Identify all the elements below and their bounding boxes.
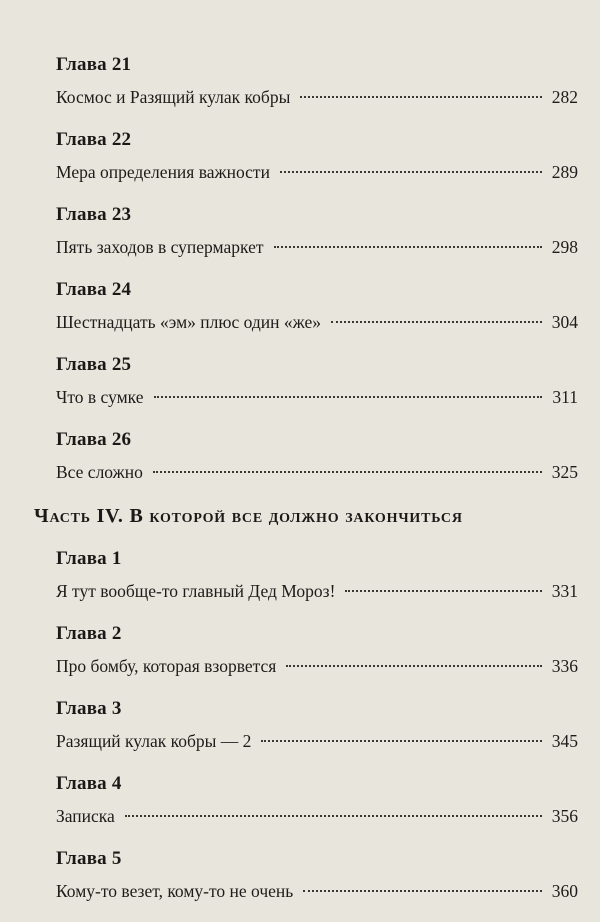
toc-entry-part4-chapter-3 — [56, 696, 578, 754]
chapter-title: Шестнадцать «эм» плюс один «же» — [56, 312, 321, 332]
page-number: 282 — [551, 87, 578, 107]
chapter-label: Глава 1 — [56, 548, 122, 569]
chapter-title: Разящий кулак кобры — 2 — [56, 731, 252, 751]
dot-leader — [300, 96, 542, 98]
dot-leader — [125, 815, 542, 817]
chapter-label: Глава 5 — [56, 848, 122, 869]
toc-entry-part4-chapter-1 — [56, 546, 578, 604]
page-number: 325 — [551, 462, 578, 482]
table-of-contents — [34, 52, 578, 921]
toc-entry-chapter-25 — [56, 352, 578, 410]
toc-line — [56, 653, 578, 679]
dot-leader — [303, 890, 542, 892]
chapter-label: Глава 22 — [56, 129, 132, 150]
toc-entry-chapter-24 — [56, 277, 578, 335]
chapter-title: Я тут вообще-то главный Дед Мороз! — [56, 581, 336, 601]
page-number: 298 — [551, 237, 578, 257]
dot-leader — [153, 471, 542, 473]
toc-line — [56, 878, 578, 904]
dot-leader — [154, 396, 542, 398]
toc-entry-part4-chapter-5 — [56, 846, 578, 904]
chapter-label: Глава 24 — [56, 279, 132, 300]
chapter-title: Про бомбу, которая взорвется — [56, 656, 277, 676]
toc-line — [56, 84, 578, 110]
toc-line — [56, 159, 578, 185]
toc-line — [56, 459, 578, 485]
part-heading: Часть IV. В которой все должно закончиться — [34, 505, 463, 527]
dot-leader — [261, 740, 542, 742]
page-number: 331 — [551, 581, 578, 601]
toc-entry-part4-chapter-2 — [56, 621, 578, 679]
chapter-title: Пять заходов в супермаркет — [56, 237, 264, 257]
chapter-title: Все сложно — [56, 462, 143, 482]
chapter-title: Что в сумке — [56, 387, 144, 407]
page-number: 360 — [551, 881, 578, 901]
toc-line — [56, 728, 578, 754]
chapter-label: Глава 4 — [56, 773, 122, 794]
toc-line — [56, 803, 578, 829]
toc-entry-chapter-23 — [56, 202, 578, 260]
chapter-title: Кому-то везет, кому-то не очень — [56, 881, 294, 901]
toc-entry-chapter-22 — [56, 127, 578, 185]
page-number: 336 — [551, 656, 578, 676]
chapter-title: Записка — [56, 806, 115, 826]
toc-line — [56, 234, 578, 260]
toc-entry-chapter-26 — [56, 427, 578, 485]
page-number: 356 — [551, 806, 578, 826]
dot-leader — [286, 665, 542, 667]
page-number: 345 — [551, 731, 578, 751]
chapter-label: Глава 23 — [56, 204, 132, 225]
toc-line — [56, 578, 578, 604]
dot-leader — [331, 321, 542, 323]
chapter-label: Глава 25 — [56, 354, 132, 375]
toc-line — [56, 384, 578, 410]
toc-entry-chapter-21 — [56, 52, 578, 110]
page-number: 311 — [552, 387, 578, 407]
page-number: 289 — [551, 162, 578, 182]
dot-leader — [345, 590, 542, 592]
dot-leader — [280, 171, 542, 173]
chapter-label: Глава 2 — [56, 623, 122, 644]
chapter-label: Глава 21 — [56, 54, 132, 75]
chapter-label: Глава 3 — [56, 698, 122, 719]
page-number: 304 — [551, 312, 578, 332]
chapter-title: Космос и Разящий кулак кобры — [56, 87, 291, 107]
toc-line — [56, 309, 578, 335]
chapter-title: Мера определения важности — [56, 162, 270, 182]
chapter-label: Глава 26 — [56, 429, 132, 450]
dot-leader — [274, 246, 543, 248]
toc-entry-part4-chapter-4 — [56, 771, 578, 829]
